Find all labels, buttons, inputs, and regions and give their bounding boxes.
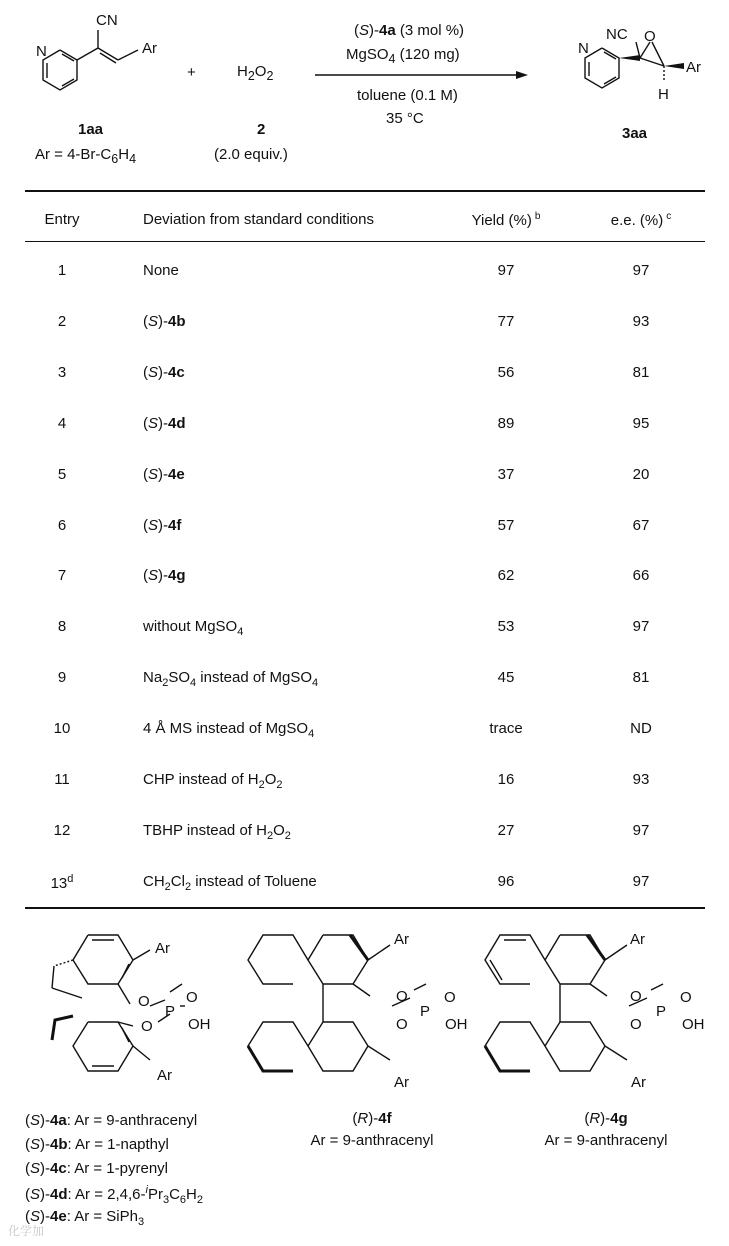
condition-text: )-	[369, 22, 380, 39]
header-yield-text: Yield (%)	[471, 212, 532, 229]
entry-number: 10	[53, 720, 71, 738]
yield-cell: trace	[489, 720, 523, 738]
text-segment: R	[589, 1110, 601, 1127]
text-segment: (	[143, 363, 148, 381]
text-segment: 4g	[168, 567, 186, 585]
text-segment: R	[357, 1110, 369, 1127]
legend-line	[25, 1112, 197, 1129]
deviation-cell	[143, 771, 283, 791]
table-top-rule	[25, 190, 705, 192]
text-segment: instead of Toluene	[191, 872, 317, 890]
entry-number: 6	[57, 516, 67, 534]
text-segment: Ar = 9-anthracenyl	[544, 1132, 668, 1149]
footnote-mark: b	[534, 211, 541, 222]
condition-text: (	[354, 22, 359, 39]
cat4f-oh: OH	[445, 1016, 468, 1033]
footnote-mark: d	[67, 872, 74, 885]
text-segment: (	[143, 516, 148, 534]
product-nc-label: NC	[606, 26, 628, 43]
table-row	[0, 720, 729, 744]
legend-line	[506, 1110, 706, 1127]
entry-number: 5	[57, 465, 67, 483]
entry-cell	[40, 822, 84, 839]
oxidant-compound-label: 2	[257, 121, 266, 138]
cat4g-o-dbl: O	[680, 989, 692, 1006]
text-segment: )-	[40, 1160, 51, 1177]
text-segment: 4b	[168, 312, 186, 330]
subscript: 2	[162, 677, 169, 690]
text-segment: S	[30, 1136, 41, 1153]
formula-text: H	[237, 63, 248, 80]
header-ee-text: e.e. (%)	[610, 212, 664, 229]
text-segment: 4g	[610, 1110, 628, 1127]
deviation-cell	[143, 415, 186, 432]
entry-number: 3	[57, 363, 67, 381]
subscript: 2	[258, 779, 265, 791]
substrate-ar-definition	[35, 146, 136, 166]
text-segment: (	[143, 465, 148, 483]
table-row	[0, 669, 729, 693]
cat4f-ar-top: Ar	[394, 931, 409, 948]
table-row	[0, 618, 729, 642]
cat4g-ar-top: Ar	[630, 931, 645, 948]
plus-sign: +	[187, 64, 196, 81]
deviation-cell	[143, 669, 318, 689]
yield-cell: 27	[497, 821, 515, 839]
table-row	[0, 262, 729, 286]
text-segment: S	[30, 1112, 41, 1129]
cat4g-o1: O	[630, 988, 642, 1005]
text-segment: S	[148, 312, 159, 330]
text-segment: 4c	[50, 1160, 67, 1177]
cat4a-o1: O	[138, 993, 150, 1010]
cat4f-ar-bottom: Ar	[394, 1074, 409, 1091]
text-segment: O	[273, 821, 285, 839]
yield-cell: 77	[497, 312, 515, 330]
text-segment: S	[30, 1186, 41, 1203]
text-segment: Na	[143, 669, 163, 687]
substrate-ar-def-text: H	[118, 146, 130, 163]
subscript: 4	[308, 728, 315, 741]
entry-cell	[40, 669, 84, 686]
text-segment: CHP instead of H	[143, 771, 259, 788]
deviation-cell	[143, 567, 186, 584]
table-bottom-rule	[25, 907, 705, 909]
subscript: 6	[111, 152, 119, 166]
text-segment: TBHP instead of H	[143, 821, 267, 839]
subscript: 2	[284, 829, 291, 842]
formula-text: O	[254, 63, 267, 80]
deviation-cell	[143, 466, 185, 483]
entry-number: 11	[54, 771, 70, 788]
substrate-cn-label: CN	[96, 12, 118, 29]
subscript: 3	[162, 1194, 170, 1206]
text-segment: O	[264, 771, 277, 788]
yield-cell: 57	[497, 516, 515, 534]
entry-cell	[40, 313, 84, 330]
text-segment: )-	[40, 1208, 51, 1225]
deviation-cell	[143, 618, 243, 638]
cat4a-p: P	[165, 1003, 176, 1020]
table-row	[0, 873, 729, 897]
watermark: 化学加	[8, 1224, 45, 1238]
text-segment: : Ar = 9-anthracenyl	[66, 1112, 198, 1129]
condition-additive	[346, 46, 460, 66]
cat4a-ar-top: Ar	[155, 940, 170, 957]
legend-line	[25, 1160, 168, 1177]
condition-text: (3 mol %)	[395, 22, 465, 39]
header-entry: Entry	[44, 211, 80, 228]
ee-cell: 81	[632, 669, 650, 687]
text-segment: (	[25, 1136, 30, 1153]
product-h-label: H	[658, 86, 669, 103]
text-segment: 4c	[168, 363, 185, 381]
text-segment: S	[148, 465, 159, 483]
text-segment: (	[143, 414, 148, 432]
substrate-compound-label: 1aa	[78, 121, 104, 138]
table-row	[0, 415, 729, 439]
deviation-cell	[143, 364, 185, 381]
yield-cell: 62	[497, 567, 515, 585]
table-row	[0, 466, 729, 490]
ee-cell: ND	[630, 720, 652, 738]
table-row	[0, 517, 729, 541]
catalyst-structures	[0, 920, 729, 1120]
yield-cell: 96	[497, 872, 515, 890]
entry-cell	[40, 415, 84, 432]
condition-solvent: toluene (0.1 M)	[357, 87, 458, 104]
substrate-n-label: N	[36, 43, 47, 60]
subscript: 2	[196, 1194, 204, 1206]
table-header-rule	[25, 241, 705, 242]
yield-cell: 37	[497, 465, 515, 483]
header-ee	[591, 211, 691, 229]
legend-line	[272, 1110, 472, 1127]
text-segment: Ar = 9-anthracenyl	[310, 1132, 434, 1149]
text-segment: 4f	[378, 1110, 392, 1127]
ee-cell: 81	[632, 363, 650, 381]
text-segment: : Ar = SiPh	[66, 1208, 138, 1225]
text-segment: : Ar = 1-napthyl	[67, 1136, 169, 1153]
subscript: 4	[190, 677, 197, 690]
entry-number: 1	[57, 262, 67, 279]
cat4a-o-dbl: O	[186, 989, 198, 1006]
yield-cell: 45	[497, 669, 515, 687]
legend-line	[272, 1132, 472, 1149]
subscript: 2	[247, 69, 255, 83]
text-segment: without MgSO	[143, 618, 238, 636]
footnote-mark: c	[666, 211, 672, 222]
entry-number: 2	[57, 312, 67, 330]
cat4a-o2: O	[141, 1018, 153, 1035]
ee-cell: 97	[632, 821, 650, 839]
oxidant-equiv: (2.0 equiv.)	[214, 146, 288, 163]
ee-cell: 67	[632, 516, 650, 534]
condition-text: S	[359, 22, 370, 39]
legend-line	[506, 1132, 706, 1149]
condition-text: 4a	[379, 22, 396, 39]
text-segment: 4b	[50, 1136, 68, 1153]
entry-cell	[40, 618, 84, 635]
entry-number: 4	[57, 414, 67, 432]
table-row	[0, 567, 729, 591]
yield-cell: 53	[497, 618, 515, 636]
entry-cell	[40, 567, 84, 584]
text-segment: 4e	[50, 1208, 67, 1225]
legend-line	[25, 1136, 169, 1153]
text-segment: S	[148, 567, 159, 585]
text-segment: (	[352, 1110, 358, 1127]
deviation-cell	[143, 313, 186, 330]
text-segment: : Ar = 1-pyrenyl	[66, 1160, 168, 1177]
table-row	[0, 771, 729, 795]
text-segment: )-	[40, 1136, 51, 1153]
ee-cell: 97	[632, 872, 650, 890]
entry-number: 8	[57, 618, 67, 636]
entry-cell	[40, 262, 84, 279]
ee-cell: 93	[632, 771, 650, 788]
text-segment: (	[25, 1186, 30, 1203]
cat4f-p: P	[420, 1003, 431, 1020]
text-segment: )-	[40, 1112, 51, 1129]
deviation-cell	[143, 517, 181, 534]
cat4f-o-dbl: O	[444, 989, 456, 1006]
text-segment: )-	[158, 312, 169, 330]
entry-number: 12	[53, 821, 71, 839]
yield-cell: 97	[497, 262, 515, 279]
text-segment: )-	[600, 1110, 611, 1127]
ee-cell: 66	[632, 567, 650, 585]
product-compound-label: 3aa	[622, 125, 648, 142]
text-segment: )-	[368, 1110, 379, 1127]
header-deviation: Deviation from standard conditions	[143, 211, 374, 228]
yield-cell: 16	[497, 771, 515, 788]
ee-cell: 97	[632, 262, 650, 279]
oxidant-formula	[237, 63, 273, 83]
subscript: 3	[138, 1216, 145, 1228]
substrate-ar-label: Ar	[142, 40, 157, 57]
cat4f-o2: O	[396, 1016, 408, 1033]
entry-cell	[40, 771, 84, 788]
condition-text: (120 mg)	[395, 46, 460, 63]
yield-cell: 56	[497, 363, 515, 381]
text-segment: )-	[158, 465, 169, 483]
text-segment: S	[148, 516, 159, 534]
superscript: i	[145, 1184, 148, 1196]
entry-cell	[40, 517, 84, 534]
condition-catalyst	[354, 22, 464, 39]
subscript: 2	[184, 880, 192, 893]
text-segment: : Ar = 2,4,6-	[67, 1186, 146, 1203]
text-segment: 4e	[168, 465, 185, 483]
subscript: 6	[179, 1194, 187, 1206]
cat4g-o2: O	[630, 1016, 642, 1033]
cat4g-p: P	[656, 1003, 667, 1020]
text-segment: (	[25, 1160, 30, 1177]
deviation-cell	[143, 720, 314, 740]
entry-cell	[40, 466, 84, 483]
condition-text: MgSO	[346, 46, 389, 63]
subscript: 4	[388, 52, 396, 66]
product-n-label: N	[578, 40, 589, 57]
text-segment: )-	[158, 516, 169, 534]
text-segment: instead of MgSO	[196, 669, 313, 687]
entry-cell	[40, 364, 84, 381]
subscript: 2	[266, 829, 274, 842]
entry-cell	[40, 873, 84, 892]
ee-cell: 93	[632, 312, 650, 330]
entry-number: 9	[57, 669, 67, 687]
text-segment: (	[25, 1208, 30, 1225]
table-row	[0, 822, 729, 846]
text-segment: (	[143, 567, 148, 585]
entry-number: 13	[50, 874, 68, 892]
subscript: 4	[129, 152, 137, 166]
cat4a-oh: OH	[188, 1016, 211, 1033]
text-segment: )-	[158, 567, 169, 585]
text-segment: Pr	[147, 1186, 163, 1203]
text-segment: )-	[40, 1186, 51, 1203]
table-row	[0, 364, 729, 388]
product-ar-label: Ar	[686, 59, 701, 76]
text-segment: CH	[143, 872, 165, 890]
legend-line	[25, 1184, 203, 1206]
text-segment: None	[143, 262, 179, 279]
header-yield	[456, 211, 556, 229]
text-segment: S	[148, 363, 159, 381]
text-segment: (	[584, 1110, 590, 1127]
deviation-cell	[143, 873, 317, 893]
ee-cell: 95	[632, 414, 650, 432]
subscript: 2	[276, 779, 283, 791]
subscript: 4	[237, 626, 244, 639]
substrate-ar-def-text: Ar = 4-Br-C	[35, 146, 112, 163]
table-header-row	[0, 211, 729, 235]
cat4g-ar-bottom: Ar	[631, 1074, 646, 1091]
subscript: 4	[312, 677, 319, 690]
text-segment: )-	[158, 414, 169, 432]
text-segment: Cl	[170, 872, 185, 890]
text-segment: 4d	[50, 1186, 68, 1203]
text-segment: 4d	[168, 414, 186, 432]
text-segment: 4a	[50, 1112, 67, 1129]
text-segment: SO	[168, 669, 190, 687]
entry-number: 7	[57, 567, 67, 585]
text-segment: S	[30, 1160, 41, 1177]
cat4f-o1: O	[396, 988, 408, 1005]
table-row	[0, 313, 729, 337]
text-segment: (	[25, 1112, 30, 1129]
text-segment: S	[148, 414, 159, 432]
condition-temperature: 35 °C	[386, 110, 424, 127]
text-segment: 4 Å MS instead of MgSO	[143, 720, 309, 738]
text-segment: S	[30, 1208, 41, 1225]
text-segment: )-	[158, 363, 169, 381]
text-segment: C	[169, 1186, 180, 1203]
subscript: 2	[164, 880, 171, 893]
cat4a-ar-bottom: Ar	[157, 1067, 172, 1084]
yield-cell: 89	[497, 414, 515, 432]
ee-cell: 20	[632, 465, 650, 483]
deviation-cell	[143, 262, 179, 279]
text-segment: 4f	[168, 516, 182, 534]
entry-cell	[40, 720, 84, 737]
text-segment: H	[186, 1186, 197, 1203]
product-o-label: O	[644, 28, 656, 45]
text-segment: (	[143, 312, 148, 330]
cat4g-oh: OH	[682, 1016, 705, 1033]
deviation-cell	[143, 822, 291, 842]
ee-cell: 97	[632, 618, 650, 636]
subscript: 2	[266, 69, 274, 83]
